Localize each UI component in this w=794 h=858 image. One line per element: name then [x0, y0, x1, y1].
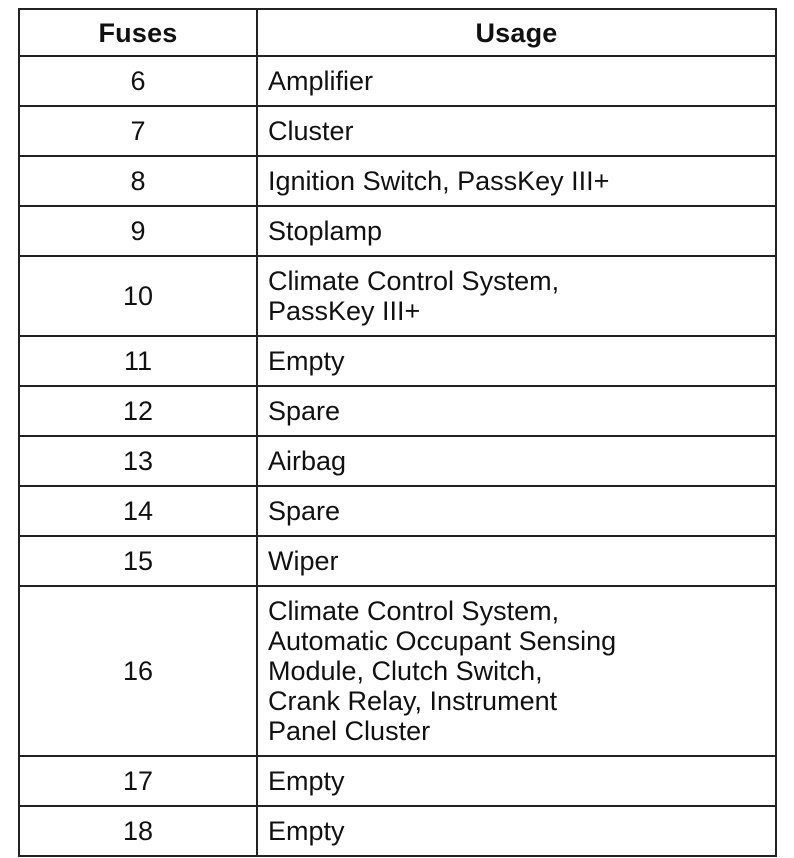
fuse-number-cell: 18: [19, 806, 257, 856]
fuse-number-cell: 6: [19, 56, 257, 106]
usage-cell: Spare: [257, 386, 776, 436]
usage-cell: Empty: [257, 336, 776, 386]
usage-cell: Wiper: [257, 536, 776, 586]
table-row: [19, 56, 776, 106]
usage-column-header: Usage: [257, 9, 776, 56]
table-row: [19, 206, 776, 256]
header-row: [19, 9, 776, 56]
usage-cell: Cluster: [257, 106, 776, 156]
table-row: [19, 536, 776, 586]
table-row: [19, 386, 776, 436]
table-row: [19, 436, 776, 486]
usage-cell: Amplifier: [257, 56, 776, 106]
table-body: [19, 56, 776, 856]
fuses-column-header: Fuses: [19, 9, 257, 56]
table-row: [19, 486, 776, 536]
table-row: [19, 806, 776, 856]
fuse-number-cell: 7: [19, 106, 257, 156]
fuse-number-cell: 9: [19, 206, 257, 256]
fuse-number-cell: 12: [19, 386, 257, 436]
usage-cell: Empty: [257, 806, 776, 856]
fuse-number-cell: 8: [19, 156, 257, 206]
table-row: [19, 256, 776, 336]
fuse-usage-table: [18, 8, 777, 857]
fuse-number-cell: 16: [19, 586, 257, 756]
table-row: [19, 336, 776, 386]
table-row: [19, 156, 776, 206]
fuse-number-cell: 13: [19, 436, 257, 486]
fuse-number-cell: 11: [19, 336, 257, 386]
usage-cell: Airbag: [257, 436, 776, 486]
fuse-number-cell: 17: [19, 756, 257, 806]
table-header: [19, 9, 776, 56]
fuse-number-cell: 14: [19, 486, 257, 536]
fuse-number-cell: 15: [19, 536, 257, 586]
usage-cell: Empty: [257, 756, 776, 806]
usage-cell: Ignition Switch, PassKey III+: [257, 156, 776, 206]
fuse-number-cell: 10: [19, 256, 257, 336]
usage-cell: Climate Control System, Automatic Occupant Sensing Module, Clutch Switch, Crank Relay, Instrument Panel Cluster: [257, 586, 776, 756]
table-row: [19, 106, 776, 156]
usage-cell: Climate Control System, PassKey III+: [257, 256, 776, 336]
usage-cell: Spare: [257, 486, 776, 536]
table-row: [19, 756, 776, 806]
table-row: [19, 586, 776, 756]
usage-cell: Stoplamp: [257, 206, 776, 256]
